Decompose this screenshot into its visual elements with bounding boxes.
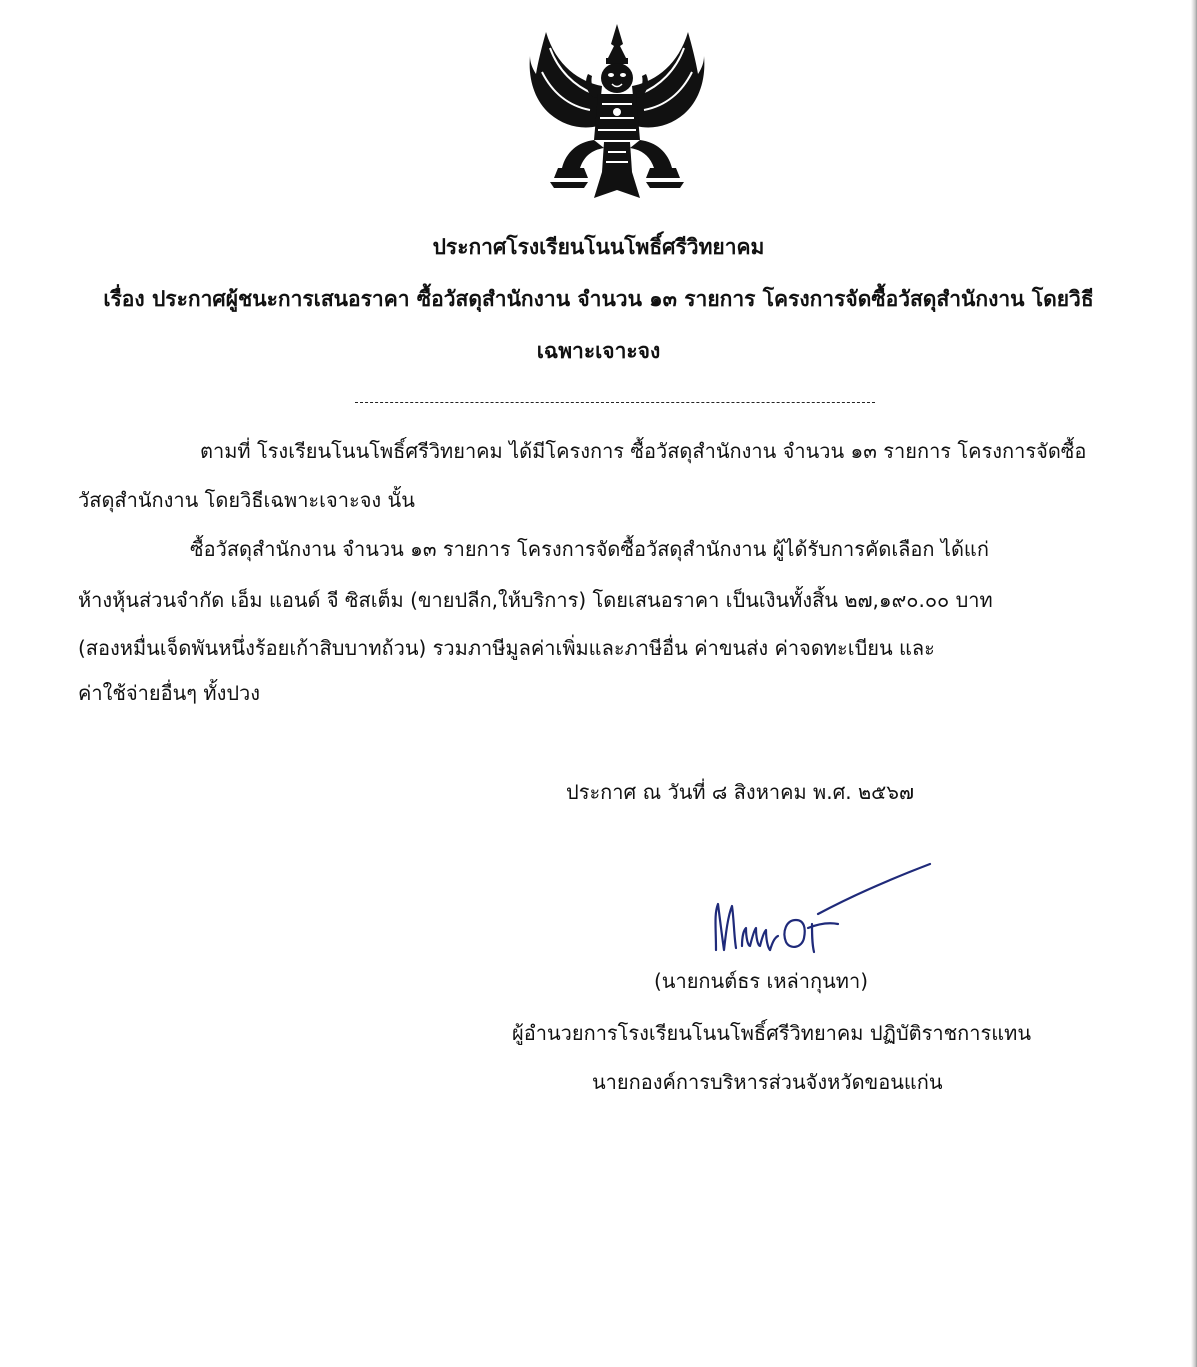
title-divider: [355, 402, 875, 403]
paragraph-1-line-1: ตามที่ โรงเรียนโนนโพธิ์ศรีวิทยาคม ได้มีโครงการ ซื้อวัสดุสำนักงาน จำนวน ๑๓ รายการ โครงการจัดซื้อ: [200, 439, 1087, 463]
page-edge-shadow: [1191, 0, 1197, 1367]
paragraph-2-line-3: (สองหมื่นเจ็ดพันหนึ่งร้อยเก้าสิบบาทถ้วน) รวมภาษีมูลค่าเพิ่มและภาษีอื่น ค่าขนส่ง ค่าจดทะเบียน และ: [78, 636, 935, 660]
paragraph-2-line-2: ห้างหุ้นส่วนจำกัด เอ็ม แอนด์ จี ซิสเต็ม (ขายปลีก,ให้บริการ) โดยเสนอราคา เป็นเงินทั้งสิ้น ๒๗,๑๙๐.๐๐ บาท: [78, 588, 993, 612]
signer-name: (นายกนต์ธร เหล่ากุนทา): [654, 969, 869, 993]
signer-position-line-2: นายกองค์การบริหารส่วนจังหวัดขอนแก่น: [592, 1070, 943, 1094]
paragraph-1-line-2: วัสดุสำนักงาน โดยวิธีเฉพาะเจาะจง นั้น: [78, 488, 415, 512]
signer-position-line-1: ผู้อำนวยการโรงเรียนโนนโพธิ์ศรีวิทยาคม ปฏิบัติราชการแทน: [512, 1021, 1032, 1045]
announcement-date: ประกาศ ณ วันที่ ๘ สิงหาคม พ.ศ. ๒๕๖๗: [566, 780, 915, 804]
announcement-title: ประกาศโรงเรียนโนนโพธิ์ศรีวิทยาคม: [432, 235, 765, 259]
paragraph-2-line-1: ซื้อวัสดุสำนักงาน จำนวน ๑๓ รายการ โครงการจัดซื้อวัสดุสำนักงาน ผู้ได้รับการคัดเลือก ได้แก่: [190, 537, 989, 561]
handwritten-signature: [708, 858, 936, 958]
announcement-subject-line-1: เรื่อง ประกาศผู้ชนะการเสนอราคา ซื้อวัสดุสำนักงาน จำนวน ๑๓ รายการ โครงการจัดซื้อวัสดุสำนักงาน โดยวิธี: [103, 287, 1094, 311]
garuda-emblem: [528, 22, 706, 202]
announcement-subject-line-2: เฉพาะเจาะจง: [536, 339, 661, 363]
paragraph-2-line-4: ค่าใช้จ่ายอื่นๆ ทั้งปวง: [78, 681, 261, 705]
